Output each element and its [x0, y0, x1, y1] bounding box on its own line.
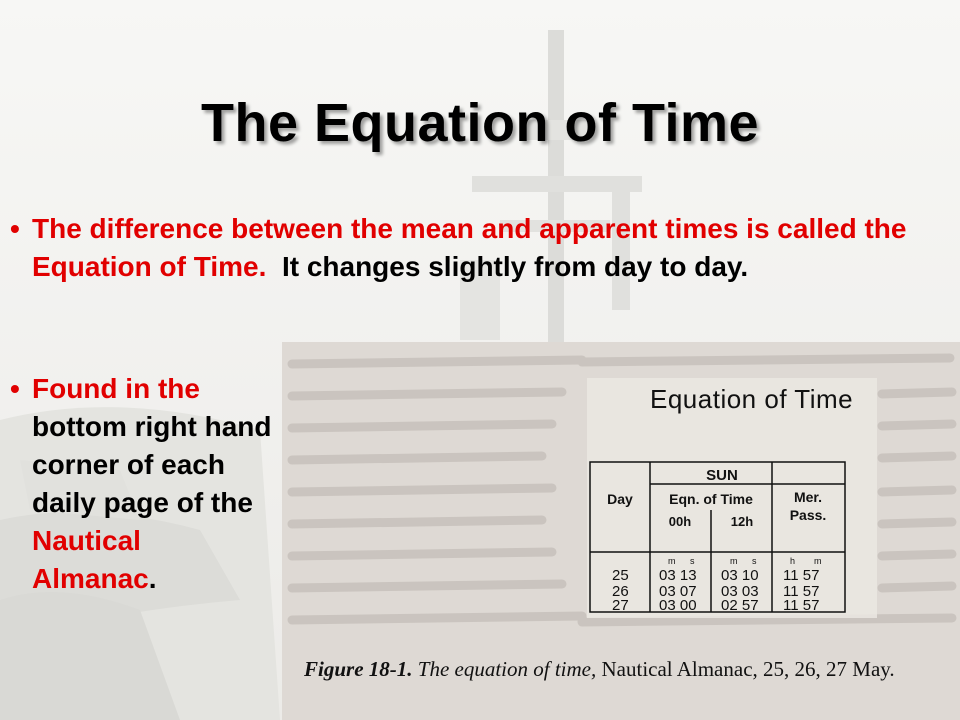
bullet-text-period: . [148, 563, 157, 594]
caption-rest: Nautical Almanac, 25, 26, 27 May. [601, 657, 895, 681]
bullet-dot: • [10, 213, 20, 244]
header-eqn-of-time: Eqn. of Time [669, 491, 753, 507]
row-25-eqn-00h: 03 13 [659, 567, 697, 584]
unit-h: h [790, 556, 796, 566]
bullet-text-definition: The difference between the mean and apparent times is called the Equation of Time. [32, 213, 907, 282]
slide-title: The Equation of Time [200, 93, 759, 153]
header-00h: 00h [668, 514, 692, 529]
unit-m: m [730, 556, 738, 566]
almanac-figure [282, 342, 960, 720]
row-26-mer-pass: 11 57 [783, 583, 820, 600]
header-12h: 12h [730, 514, 754, 529]
bullet-text-almanac: Nautical Almanac [32, 525, 149, 594]
unit-s: s [690, 556, 695, 566]
header-day: Day [607, 491, 633, 507]
unit-m: m [814, 556, 822, 566]
bullet-dot: • [10, 373, 20, 404]
figure-table-title: Equation of Time [650, 384, 854, 414]
row-27-eqn-12h: 02 57 [721, 597, 759, 614]
row-25-eqn-12h: 03 10 [721, 567, 759, 584]
bullet-text-found: Found in the [32, 373, 200, 404]
unit-s: s [752, 556, 757, 566]
bullet-almanac-location [10, 370, 272, 598]
caption-italic: The equation of time, [417, 657, 597, 681]
bullet-equation-definition [10, 210, 912, 286]
header-mer: Mer. [793, 489, 823, 505]
row-26-eqn-12h: 03 03 [721, 583, 759, 600]
row-27-day: 27 [612, 597, 629, 614]
row-25-mer-pass: 11 57 [783, 567, 820, 584]
row-26-day: 26 [612, 583, 629, 600]
row-26-eqn-00h: 03 07 [659, 583, 697, 600]
unit-m: m [668, 556, 676, 566]
header-sun: SUN [706, 467, 738, 484]
bullet-text-location: bottom right hand corner of each daily page of the [32, 411, 272, 518]
row-27-eqn-00h: 03 00 [659, 597, 697, 614]
caption-label: Figure 18-1. [304, 657, 413, 681]
figure-caption [304, 657, 954, 682]
row-27-mer-pass: 11 57 [783, 597, 820, 614]
bullet-text-changes: It changes slightly from day to day. [266, 251, 749, 282]
row-25-day: 25 [612, 567, 629, 584]
header-pass: Pass. [789, 507, 827, 523]
